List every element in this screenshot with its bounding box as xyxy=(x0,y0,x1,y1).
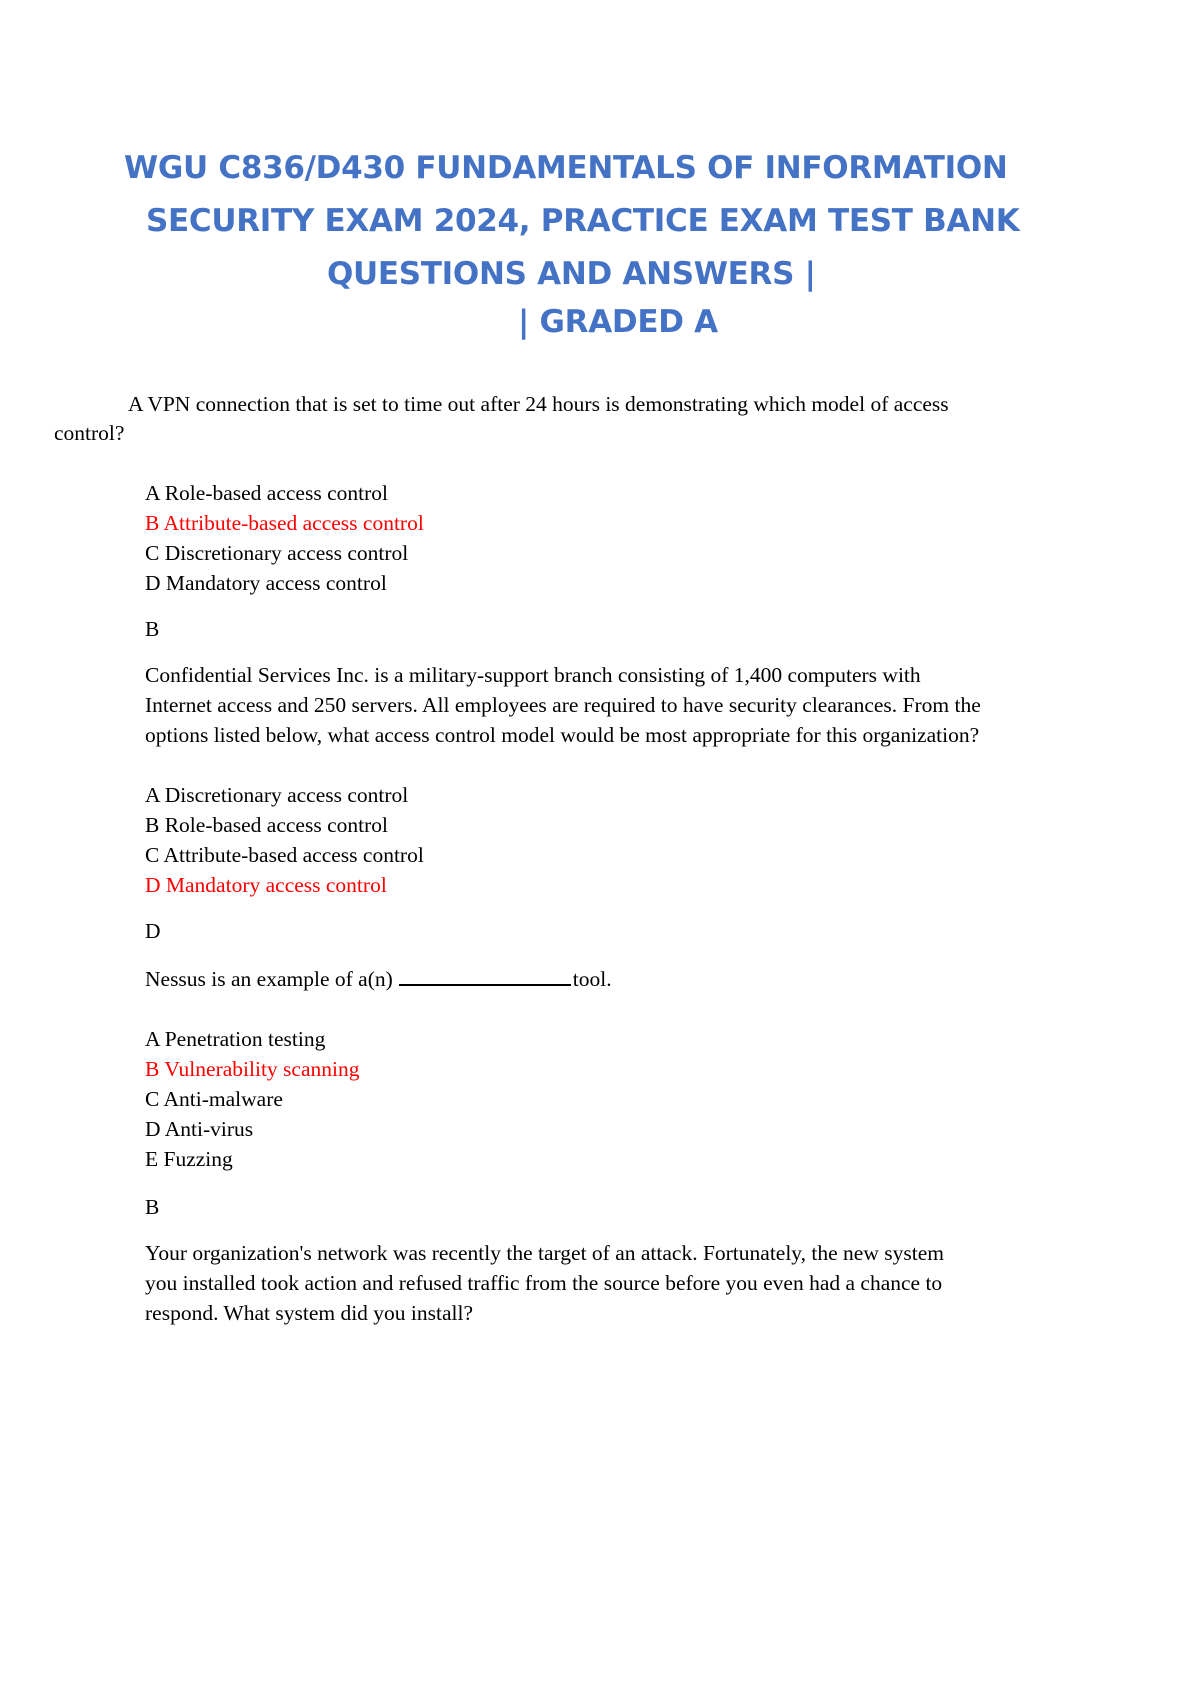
title-line: QUESTIONS AND ANSWERS | xyxy=(327,256,816,292)
option: D Mandatory access control xyxy=(145,571,387,595)
option-correct: B Vulnerability scanning xyxy=(145,1057,360,1081)
answer: D xyxy=(145,919,161,943)
fill-in-blank xyxy=(399,968,571,986)
answer: B xyxy=(145,617,160,641)
question-text: control? xyxy=(54,421,125,445)
option-correct: B Attribute-based access control xyxy=(145,511,424,535)
question-text: Your organization's network was recently the target of an attack. Fortunately, the new system xyxy=(145,1241,944,1265)
option: D Anti-virus xyxy=(145,1117,254,1141)
option: A Role-based access control xyxy=(145,481,388,505)
option: C Anti-malware xyxy=(145,1087,283,1111)
question-text-after-blank: tool. xyxy=(572,967,612,991)
question-text: Confidential Services Inc. is a military-support branch consisting of 1,400 computers with xyxy=(145,663,921,687)
option: E Fuzzing xyxy=(145,1147,233,1171)
option: C Discretionary access control xyxy=(145,541,409,565)
option: A Penetration testing xyxy=(145,1027,326,1051)
question-text-before-blank: Nessus is an example of a(n) xyxy=(145,967,393,991)
question-text: you installed took action and refused traffic from the source before you even had a chance to xyxy=(145,1271,943,1295)
option: A Discretionary access control xyxy=(145,783,409,807)
title-line: SECURITY EXAM 2024, PRACTICE EXAM TEST BANK xyxy=(146,203,1020,239)
answer: B xyxy=(145,1195,160,1219)
question-text xyxy=(145,964,612,994)
question-text: options listed below, what access control model would be most appropriate for this organization? xyxy=(145,723,980,747)
option: C Attribute-based access control xyxy=(145,843,424,867)
option: B Role-based access control xyxy=(145,813,388,837)
question-text: Internet access and 250 servers. All employees are required to have security clearances. From the xyxy=(145,693,981,717)
option-correct: D Mandatory access control xyxy=(145,873,387,897)
title-line: WGU C836/D430 FUNDAMENTALS OF INFORMATION xyxy=(124,150,1008,186)
question-text: respond. What system did you install? xyxy=(145,1301,474,1325)
title-line: | GRADED A xyxy=(518,304,718,340)
question-text: A VPN connection that is set to time out after 24 hours is demonstrating which model of access xyxy=(128,392,949,416)
